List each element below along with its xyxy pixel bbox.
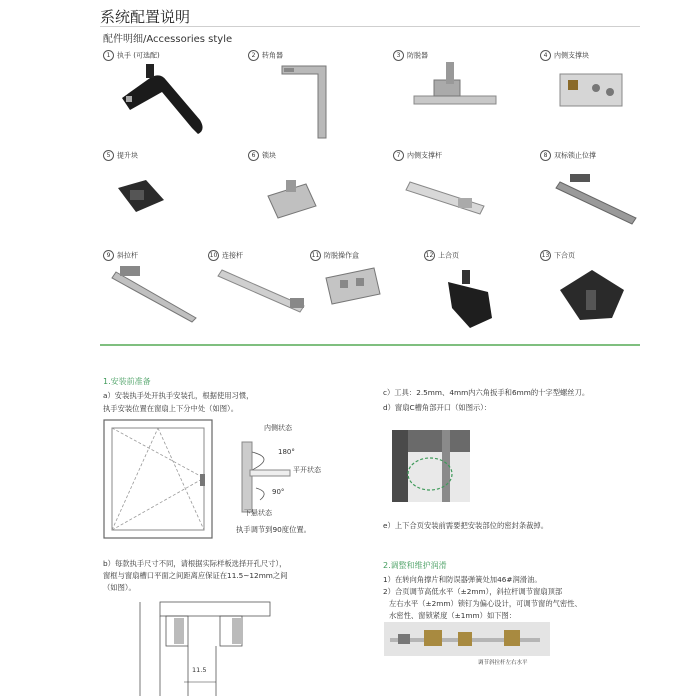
accessory-label-13: 13 下合页	[541, 251, 575, 260]
section1-a-line2: 执手安装位置在窗扇上下分中处（如图）。	[103, 404, 238, 413]
section-divider	[100, 344, 640, 346]
section1-c-line: c）工具：2.5mm、4mm内六角扳手和6mm的十字型螺丝刀。	[383, 388, 590, 397]
anti-drop-image	[414, 62, 496, 104]
top-hinge-image	[448, 270, 492, 328]
accessory-label-1: 1 执手 (可选配)	[103, 50, 160, 61]
section2-line2: 2）合页调节高低水平（±2mm），斜拉杆调节窗扇顶部	[383, 587, 563, 596]
page-title: 系统配置说明	[100, 8, 191, 26]
stay-arm-image	[556, 174, 636, 224]
accessory-label-5: 5 提升块	[103, 150, 138, 161]
support-block-image	[560, 74, 622, 106]
diagonal-rod-image	[112, 266, 196, 322]
lock-block-image	[268, 180, 316, 218]
label-inner-state: 内侧状态	[264, 424, 292, 432]
page-subtitle: 配件明细/Accessories style	[103, 34, 233, 45]
section1-b-line1: b）每款执手尺寸不同，请根据实际样板选择开孔尺寸），	[103, 559, 287, 568]
accessory-label-4: 4 内侧支撑块	[540, 50, 589, 61]
profile-section-drawing	[100, 598, 280, 700]
bottom-hinge-image	[560, 270, 624, 320]
accessory-label-8: 8 双标锁止位撑	[540, 150, 596, 161]
accessory-label-11: 11 防脱操作盒	[311, 251, 359, 260]
corner-drive-image	[282, 66, 326, 138]
label-flat-open: 平开状态	[293, 466, 321, 474]
section1-b-line3: （如图）。	[103, 583, 136, 592]
operating-box-image	[326, 268, 380, 304]
section1-a-line1: a）安装执手处开执手安装孔，根据使用习惯，	[103, 391, 254, 400]
section1-d-line: d）窗扇C槽角部开口（如图示）：	[383, 403, 492, 412]
section2-line4: 水密性、窗锁紧度（±1mm）如下图：	[389, 611, 517, 620]
label-90: 90°	[272, 488, 285, 496]
c-slot-photo	[392, 430, 470, 502]
lifting-block-image	[118, 180, 164, 212]
label-tilt-state: 下悬状态	[244, 509, 272, 517]
accessory-label-2: 2 转角器	[248, 50, 283, 61]
diagram-caption: 执手调节到90度位置。	[236, 525, 311, 534]
section2-heading: 2.调整和维护润滑	[383, 561, 447, 570]
accessory-label-3: 3 防脱器	[393, 50, 428, 61]
dimension-label: 11.5	[192, 666, 207, 674]
accessory-label-12: 12 上合页	[425, 251, 459, 260]
handle-image	[122, 64, 203, 134]
support-rod-image	[406, 182, 484, 214]
accessory-label-10: 10 连接杆	[209, 251, 243, 260]
section1-b-line2: 窗框与窗扇槽口平面之间距离应保证在11.5~12mm之间	[103, 571, 288, 580]
label-180: 180°	[278, 448, 295, 456]
section1-heading: 1.安装前准备	[103, 377, 151, 386]
window-diagram	[100, 418, 350, 548]
section1-e-line: e）上下合页安装前需要把安装部位的密封条裁掉。	[383, 521, 549, 530]
accessory-label-7: 7 内侧支撑杆	[393, 150, 442, 161]
accessory-label-9: 9 斜拉杆	[103, 250, 138, 261]
adjustment-photo-caption: 调节斜拉杆左右水平	[478, 660, 528, 666]
connecting-rod-image	[218, 270, 304, 312]
accessory-label-6: 6 锁块	[248, 150, 276, 161]
adjustment-photo	[384, 622, 550, 656]
section2-line3: 左右水平（±2mm）锁钉为偏心设计，可调节窗的气密性、	[389, 599, 582, 608]
accessories-illustrations	[0, 0, 700, 345]
section2-line1: 1）在转向角撑片和防误器弹簧处加46#润滑油。	[383, 575, 542, 584]
